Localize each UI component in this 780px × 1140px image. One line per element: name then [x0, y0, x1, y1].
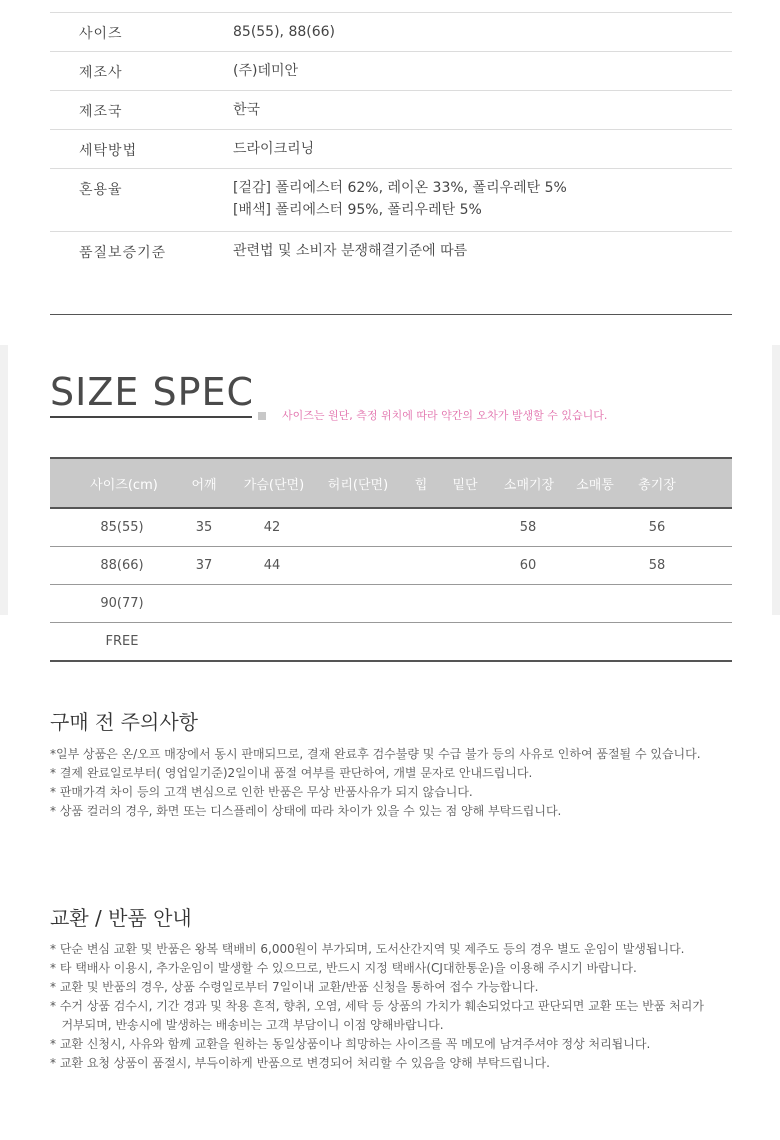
spec-cell: 42: [263, 520, 281, 535]
info-label: 제조국: [79, 104, 123, 120]
size-spec-header-row: [50, 459, 732, 509]
notice-line: * 단순 변심 교환 및 반품은 왕복 택배비 6,000원이 부가되며, 도서산간지역 및 제주도 등의 경우 별도 운임이 발생됩니다.: [50, 942, 685, 956]
notice-line: *일부 상품은 온/오프 매장에서 동시 판매되므로, 결재 완료후 검수불량 및 수급 불가 등의 사유로 인하여 품절될 수 있습니다.: [50, 747, 701, 761]
notice-line: * 교환 및 반품의 경우, 상품 수령일로부터 7일이내 교환/반품 신청을 통하여 접수 가능합니다.: [50, 980, 539, 994]
info-value: (주)데미안: [233, 63, 299, 79]
spec-cell: 35: [195, 520, 213, 535]
header-cell: 소매통: [576, 478, 614, 493]
size-spec-title: SIZE SPEC: [50, 370, 255, 414]
info-row-quality: [50, 232, 732, 272]
size-spec-note: 사이즈는 원단, 측정 위치에 따라 약간의 오차가 발생할 수 있습니다.: [282, 409, 608, 422]
purchase-notice-list: [50, 745, 750, 821]
notice-line: * 타 택배사 이용시, 추가운임이 발생할 수 있으므로, 반드시 지정 택배사(CJ대한통운)을 이용해 주시기 바랍니다.: [50, 961, 637, 975]
notice-line: * 상품 컬러의 경우, 화면 또는 디스플레이 상태에 따라 차이가 있을 수 있는 점 양해 부탁드립니다.: [50, 804, 562, 818]
info-top-row: [50, 0, 732, 13]
purchase-notice-title: 구매 전 주의사항: [50, 710, 198, 734]
info-value-line2: [배색] 폴리에스터 95%, 폴리우레탄 5%: [233, 202, 482, 218]
left-edge-strip: [0, 345, 8, 615]
spec-cell: 44: [263, 558, 281, 573]
spec-cell: 58: [519, 520, 537, 535]
info-row-maker: [50, 52, 732, 91]
size-spec-underline: [50, 416, 252, 418]
info-value: 관련법 및 소비자 분쟁해결기준에 따름: [233, 243, 468, 259]
info-row-washing: [50, 130, 732, 169]
info-value: 85(55), 88(66): [233, 24, 336, 40]
notice-line: * 판매가격 차이 등의 고객 변심으로 인한 반품은 무상 반품사유가 되지 않습니다.: [50, 785, 473, 799]
header-cell: 허리(단면): [327, 478, 389, 493]
info-label: 세탁방법: [79, 143, 138, 159]
spec-cell: 58: [648, 558, 666, 573]
info-label: 사이즈: [79, 26, 123, 42]
info-label: 제조사: [79, 65, 123, 81]
notice-line: * 수거 상품 검수시, 기간 경과 및 착용 흔적, 향취, 오염, 세탁 등 상품의 가치가 훼손되었다고 판단되면 교환 또는 반품 처리가: [50, 999, 704, 1013]
notice-line: * 결제 완료일로부터( 영업일기준)2일이내 품절 여부를 판단하여, 개별 문자로 안내드립니다.: [50, 766, 533, 780]
size-spec-row: [50, 585, 732, 623]
info-label: 혼용율: [79, 182, 123, 198]
size-spec-row: [50, 509, 732, 547]
spec-cell: 56: [648, 520, 666, 535]
info-value: 한국: [233, 102, 261, 118]
size-spec-row: [50, 623, 732, 662]
info-value-line1: [겉감] 폴리에스터 62%, 레이온 33%, 폴리우레탄 5%: [233, 180, 567, 196]
header-cell: 어깨: [191, 478, 217, 493]
notice-line: 거부되며, 반송시에 발생하는 배송비는 고객 부담이니 이점 양해바랍니다.: [50, 1018, 444, 1032]
header-cell: 힙: [414, 478, 428, 493]
info-label: 품질보증기준: [79, 245, 167, 261]
info-row-country: [50, 91, 732, 130]
spec-cell: 60: [519, 558, 537, 573]
header-cell: 사이즈(cm): [90, 478, 158, 493]
note-square-icon: [258, 412, 266, 420]
spec-cell: 85(55): [100, 520, 144, 535]
right-edge-strip: [772, 345, 780, 615]
spec-cell: 90(77): [100, 596, 144, 611]
size-spec-table: [50, 457, 732, 662]
info-row-size: [50, 13, 732, 52]
exchange-notice-list: [50, 940, 750, 1073]
info-value: 드라이크리닝: [233, 141, 315, 157]
info-row-material: [50, 169, 732, 232]
size-spec-row: [50, 547, 732, 585]
spec-cell: FREE: [105, 634, 139, 649]
info-table-bottom-rule: [50, 314, 732, 315]
header-cell: 가슴(단면): [243, 478, 305, 493]
spec-cell: 88(66): [100, 558, 144, 573]
exchange-notice-title: 교환 / 반품 안내: [50, 906, 192, 930]
product-info-table: [50, 0, 732, 272]
header-cell: 밑단: [452, 478, 478, 493]
header-cell: 소매기장: [503, 478, 555, 493]
spec-cell: 37: [195, 558, 213, 573]
header-cell: 총기장: [638, 478, 676, 493]
notice-line: * 교환 신청시, 사유와 함께 교환을 원하는 동일상품이나 희망하는 사이즈를 꼭 메모에 남겨주셔야 정상 처리됩니다.: [50, 1037, 651, 1051]
notice-line: * 교환 요청 상품이 품절시, 부득이하게 반품으로 변경되어 처리할 수 있음을 양해 부탁드립니다.: [50, 1056, 550, 1070]
